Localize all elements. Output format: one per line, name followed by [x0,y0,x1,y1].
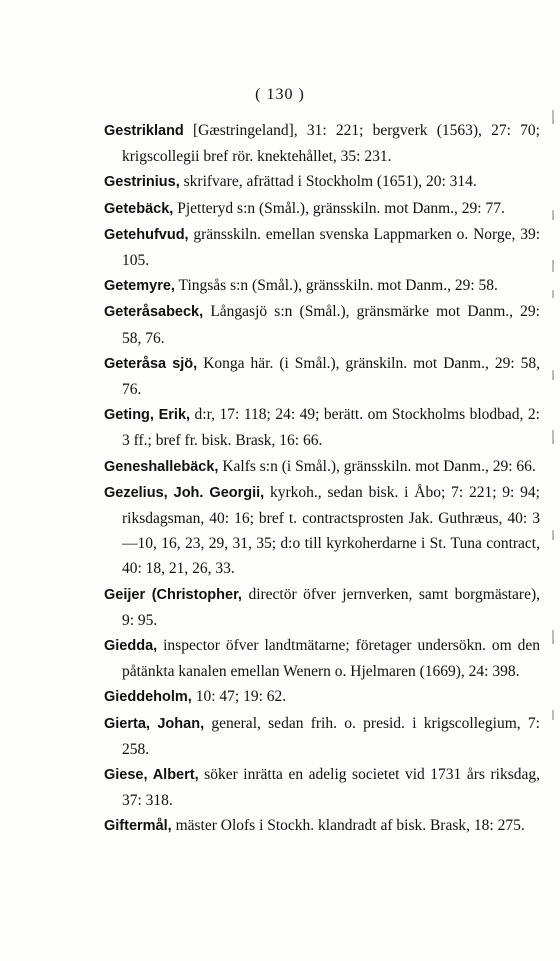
index-entry [104,582,540,633]
edge-mark [552,710,554,720]
edge-mark [552,290,554,298]
entry-text: Pjetteryd s:n (Smål.), gränsskiln. mot Danm., 29: 77. [173,199,505,217]
page-number: ( 130 ) [255,86,305,103]
index-entry [104,711,540,762]
edge-mark [552,430,554,444]
index-entry [104,402,540,453]
index-entry [104,454,540,480]
edge-mark [552,260,554,272]
entry-text: d:r, 17: 118; 24: 49; berätt. om Stockholms blodbad, 2: 3 ff.; bref fr. bisk. Brask, 16: 66. [122,406,540,450]
index-entry [104,633,540,684]
entry-text: inspector öfver landtmätarne; företager undersökn. om den påtänkta kanalen emellan Wenern o. Hjelmaren (1669), 24: 398. [122,637,540,681]
entry-headword: Gierta, Johan, [104,715,205,732]
index-entry [104,813,540,839]
index-entry [104,273,540,299]
edge-mark [552,630,554,644]
index-entry [104,684,540,710]
entry-text: [Gæstringeland], 31: 221; bergverk (1563), 27: 70; krigscollegii bref rör. knektehållet, 35: 231. [122,122,540,166]
entry-text: 10: 47; 19: 62. [191,688,287,706]
edge-mark [552,210,554,220]
page-edge-marks [546,110,554,810]
edge-mark [552,370,554,380]
entry-text: Långasjö s:n (Smål.), gränsmärke mot Danm., 29: 58, 76. [122,303,540,347]
entry-text: skrifvare, afrättad i Stockholm (1651), 20: 314. [179,173,477,191]
entry-headword: Gieddeholm, [104,689,192,706]
entry-headword: Gestrinius, [104,174,180,191]
entry-headword: Gezelius, Joh. Georgii, [104,484,265,501]
entry-headword: Geting, Erik, [104,407,191,424]
index-entry [104,222,540,273]
entry-text: gränsskiln. emellan svenska Lappmarken o. Norge, 39: 105. [122,225,540,270]
entry-text: Kalfs s:n (i Smål.), gränsskiln. mot Danm., 29: 66. [218,457,536,475]
index-entries [104,118,540,840]
entry-text: kyrkoh., sedan bisk. i Åbo; 7: 221; 9: 94; riksdagsman, 40: 16; bref t. contractsprosten Jak. Guthræus, 40: 3—10, 16, 23, 29, 31, 35; d:o till kyrkoherdarne i St. Tuna contract, 40: 18, 21, 26, 33. [122,483,540,578]
index-entry [104,480,540,582]
entry-headword: Geneshallebäck, [104,458,219,475]
entry-headword: Getebäck, [104,200,174,217]
entry-text: Konga här. (i Smål.), gränskiln. mot Danm., 29: 58, 76. [122,354,540,399]
index-entry [104,169,540,195]
entry-headword: Giese, Albert, [104,767,199,784]
index-entry [104,118,540,169]
entry-headword: Giedda, [104,638,158,655]
entry-text: directör öfver jernverken, samt borgmästare), 9: 95. [122,585,540,629]
entry-headword: Getemyre, [104,278,175,295]
entry-text: mäster Olofs i Stockh. klandradt af bisk. Brask, 18: 275. [171,817,525,835]
entry-headword: Getehufvud, [104,226,189,243]
entry-headword: Gestrikland [104,123,184,139]
edge-mark [552,110,554,124]
entry-headword: Giftermål, [104,818,172,835]
entry-text: söker inrätta en adelig societet vid 1731 års riksdag, 37: 318. [122,766,540,810]
index-entry [104,299,540,350]
entry-text: general, sedan frih. o. presid. i krigscollegium, 7: 258. [122,714,540,758]
entry-text: Tingsås s:n (Smål.), gränsskiln. mot Danm., 29: 58. [174,277,498,295]
entry-headword: Geteråsa sjö, [104,355,198,372]
index-entry [104,351,540,402]
index-entry [104,196,540,222]
entry-headword: Geijer (Christopher, [104,586,242,603]
index-entry [104,762,540,813]
edge-mark [552,530,554,540]
entry-headword: Geteråsabeck, [104,304,204,321]
